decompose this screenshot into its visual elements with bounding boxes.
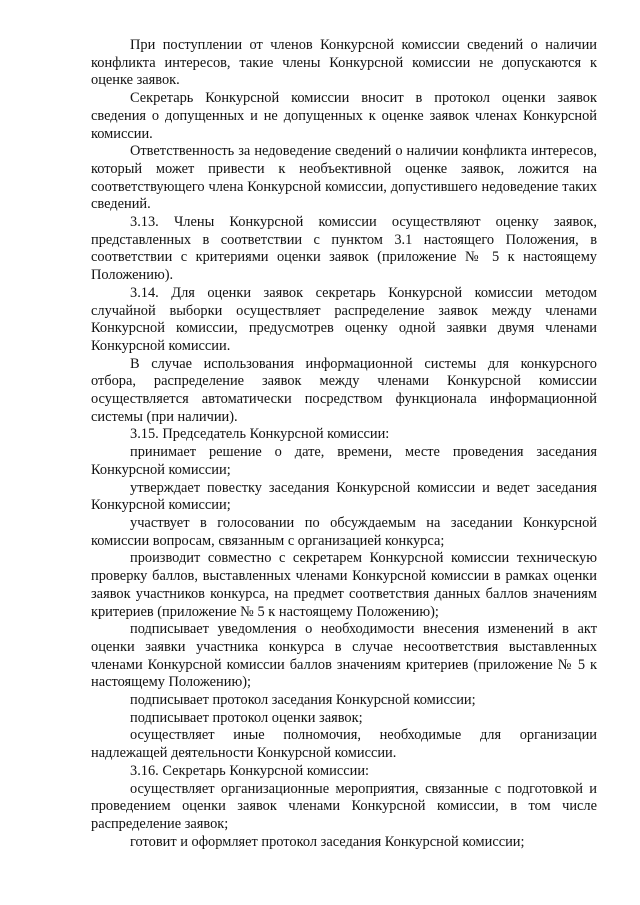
list-item-chair-notifications: подписывает уведомления о необходимости внесения изменений в акт оценки заявки участника конкурса в случае несоответствия выставленных членами Конкурсной комиссии баллов значениям критериев (приложение № 5 к настоящему Положению); — [91, 621, 597, 691]
list-item-secretary-prepares-protocol: готовит и оформляет протокол заседания Конкурсной комиссии; — [130, 833, 525, 850]
list-item-chair-other-powers: осуществляет иные полномочия, необходимые для организации надлежащей деятельности Конкурсной комиссии. — [91, 727, 597, 762]
paragraph-3-16-heading: 3.16. Секретарь Конкурсной комиссии: — [130, 762, 370, 779]
paragraph-secretary-protocol: Секретарь Конкурсной комиссии вносит в протокол оценки заявок сведения о допущенных и не допущенных к оценке заявок членах Конкурсной комиссии. — [91, 90, 597, 142]
paragraph-conflict-exclusion: При поступлении от членов Конкурсной комиссии сведений о наличии конфликта интересов, такие члены Конкурсной комиссии не допускаются к оценке заявок. — [91, 37, 597, 89]
paragraph-3-14: 3.14. Для оценки заявок секретарь Конкурсной комиссии методом случайной выборки осуществляет распределение заявок между членами Конкурсной комиссии, предусмотрев оценку одной заявки двумя членами Конкурсной комиссии. — [91, 284, 597, 354]
list-item-chair-agenda: утверждает повестку заседания Конкурсной комиссии и ведет заседания Конкурсной комиссии; — [91, 479, 597, 514]
document-page — [91, 37, 597, 851]
list-item-chair-decides-date: принимает решение о дате, времени, месте проведения заседания Конкурсной комиссии; — [91, 444, 597, 478]
list-item-secretary-organizes: осуществляет организационные мероприятия, связанные с подготовкой и проведением оценки заявок членами Конкурсной комиссии, в том числе распределение заявок; — [91, 780, 597, 832]
list-item-chair-technical-check: производит совместно с секретарем Конкурсной комиссии техническую проверку баллов, выставленных членами Конкурсной комиссии в рамках оценки заявок участников конкурса, на предмет соответствия данных баллов значениям критериев (приложение № 5 к настоящему Положению); — [91, 550, 597, 620]
paragraph-information-system: В случае использования информационной системы для конкурсного отбора, распределение заявок между членами Конкурсной комиссии осуществляется автоматически посредством функционала информационной системы (при наличии). — [91, 355, 597, 425]
list-item-chair-signs-meeting-protocol: подписывает протокол заседания Конкурсной комиссии; — [130, 692, 476, 709]
list-item-chair-signs-evaluation-protocol: подписывает протокол оценки заявок; — [130, 709, 363, 726]
paragraph-3-13: 3.13. Члены Конкурсной комиссии осуществляют оценку заявок, представленных в соответствии с пунктом 3.1 настоящего Положения, в соответствии с критериями оценки заявок (приложение № 5 к настоящему Положению). — [91, 214, 597, 284]
paragraph-3-15-heading: 3.15. Председатель Конкурсной комиссии: — [130, 426, 390, 443]
paragraph-responsibility: Ответственность за недоведение сведений о наличии конфликта интересов, который может привести к необъективной оценке заявок, ложится на соответствующего члена Конкурсной комиссии, допустившего недоведение таких сведений. — [91, 143, 597, 213]
list-item-chair-voting: участвует в голосовании по обсуждаемым на заседании Конкурсной комиссии вопросам, связанным с организацией конкурса; — [91, 514, 597, 549]
